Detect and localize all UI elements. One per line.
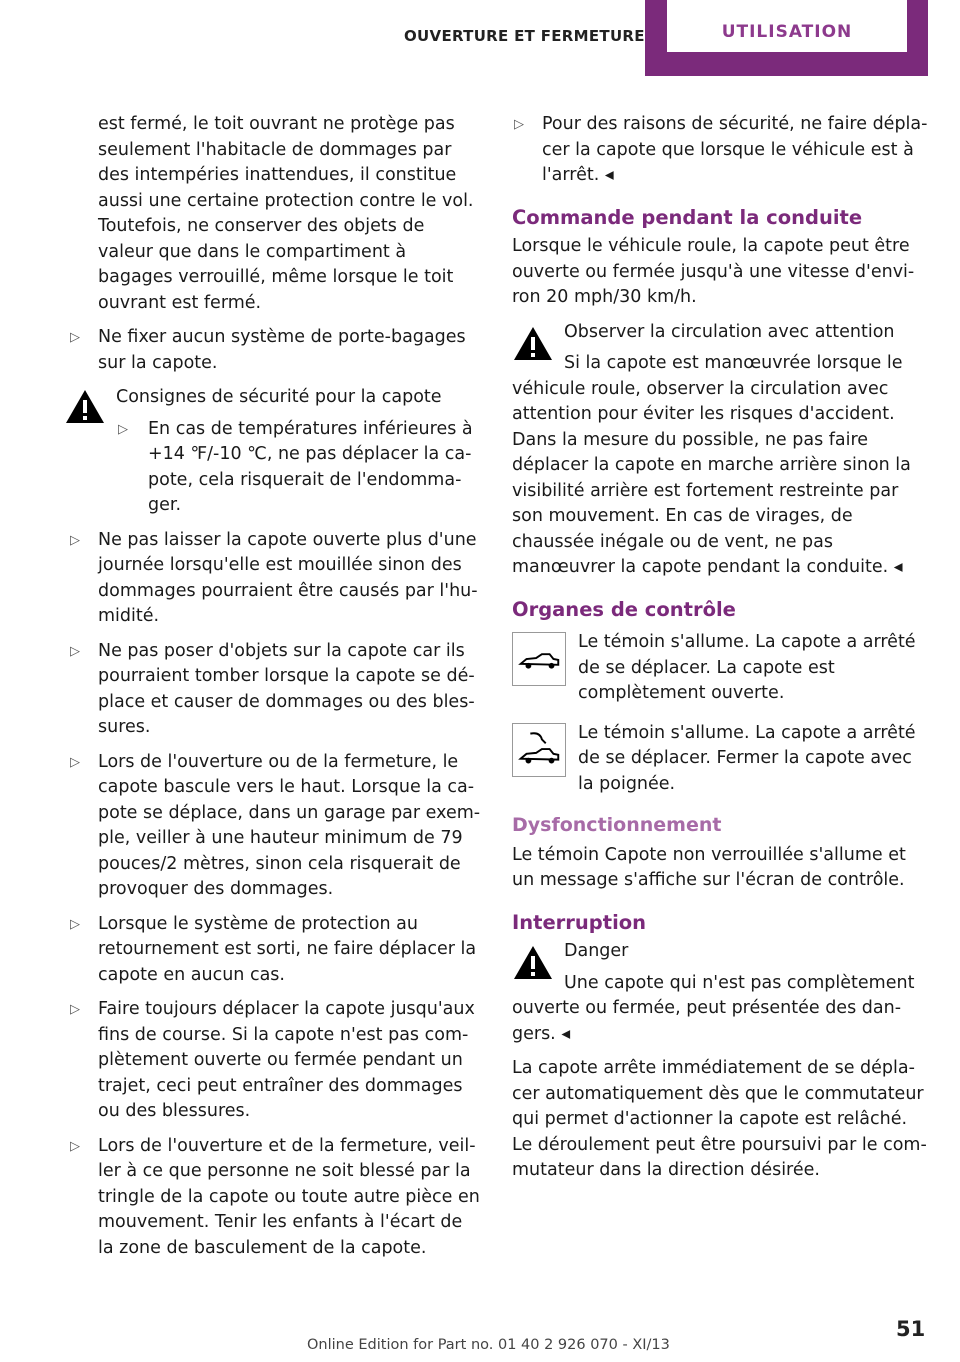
list-item: ▷ En cas de températures inférieures à +14 ℉/-10 ℃, ne pas déplacer la capote, cela risquerait de l'endommager.: [118, 418, 473, 515]
page-number: 51: [896, 1317, 926, 1341]
warning-triangle-icon: [64, 387, 106, 425]
indicator-open: [512, 630, 928, 707]
list-item: ▷ Ne fixer aucun système de porte-bagages sur la capote.: [70, 327, 466, 373]
warning-triangle-icon: [512, 324, 554, 362]
convertible-open-icon: [512, 632, 566, 686]
triangle-right-icon: ▷: [70, 754, 80, 770]
malfunction-paragraph: Le témoin Capote non verrouillée s'allume et un message s'affiche sur l'écran de contrôle.: [512, 844, 906, 890]
indicator-open-text: Le témoin s'allume. La capote a arrêté de se déplacer. La capote est complètement ouverte.: [578, 632, 916, 703]
list-item: ▷ Ne pas poser d'objets sur la capote car ils pourraient tomber lorsque la capote se déplace et causer de dommages ou des blessures.: [70, 640, 475, 737]
warning-text: Si la capote est manœuvrée lorsque le véhicule roule, observer la circulation avec attention pour éviter les risques d'accident. Dans la mesure du possible, ne pas faire déplacer la capote en marche arrière sinon la visibilité arrière est fortement restreinte par son mouvement. En cas de virages, de chaussée inégale ou de vent, ne pas manœuvrer la capote pendant la conduite. ◂: [512, 353, 911, 577]
danger-text: Une capote qui n'est pas complètement ouverte ou fermée, peut présentée des dangers. ◂: [512, 972, 915, 1044]
chapter-tab: [645, 0, 928, 76]
triangle-right-icon: ▷: [70, 532, 80, 548]
interruption-paragraph: La capote arrête immédiatement de se déplacer automatiquement dès que le commutateur qui permet d'actionner la capote est relâché. Le déroulement peut être poursuivi par le commutateur dans la direction désirée.: [512, 1058, 927, 1180]
triangle-right-icon: ▷: [70, 1002, 80, 1017]
heading-driving: Commande pendant la conduite: [512, 205, 863, 229]
triangle-right-icon: ▷: [514, 117, 524, 132]
triangle-right-icon: ▷: [70, 1138, 80, 1154]
triangle-right-icon: ▷: [70, 916, 80, 932]
edition-footer: Online Edition for Part no. 01 40 2 926 070 - XI/13: [307, 1337, 670, 1353]
safety-warning: [68, 385, 481, 519]
indicator-close: [512, 721, 928, 798]
left-column: [68, 112, 481, 1270]
heading-interruption: Interruption: [512, 910, 647, 934]
indicator-close-text: Le témoin s'allume. La capote a arrêté de se déplacer. Fermer la capote avec la poignée.: [578, 722, 916, 794]
triangle-right-icon: ▷: [118, 421, 128, 437]
heading-malfunction: Dysfonctionnement: [512, 814, 722, 836]
traffic-warning: [512, 320, 928, 581]
triangle-right-icon: ▷: [70, 643, 80, 659]
list-item: ▷ Ne pas laisser la capote ouverte plus d'une journée lorsqu'elle est mouillée sinon des dommages pourraient être causés par l'humidité.: [70, 529, 478, 626]
list-item: ▷ Faire toujours déplacer la capote jusqu'aux fins de course. Si la capote n'est pas complètement ouverte ou fermée pendant un trajet, ceci peut entraîner des dommages ou des blessures.: [70, 999, 475, 1121]
danger-warning: [512, 939, 928, 1047]
list-item: ▷ Lorsque le système de protection au retournement est sorti, ne faire déplacer la capote en aucun cas.: [70, 913, 477, 985]
convertible-handle-icon: [512, 723, 566, 777]
list-item: ▷ Lors de l'ouverture ou de la fermeture, le capote bascule vers le haut. Lorsque la capote se déplace, dans un garage par exemple, veiller à une hauteur minimum de 79 pouces/2 mètres, sinon cela risquerait de provoquer des dommages.: [70, 751, 481, 899]
right-column: [512, 112, 928, 1193]
list-item: ▷ Lors de l'ouverture et de la fermeture, veiller à ce que personne ne soit blessé par la tringle de la capote ou toute autre pièce en mouvement. Tenir les enfants à l'écart de la zone de basculement de la capote.: [70, 1135, 480, 1258]
chapter-tab-label: UTILISATION: [721, 22, 853, 42]
warning-title: Observer la circulation avec attention: [564, 321, 895, 342]
intro-paragraph: est fermé, le toit ouvrant ne protège pas seulement l'habitacle de dommages par des intempéries inattendues, il constitue aussi une certaine protection contre le vol. Toutefois, ne conserver des objets de valeur que dans le compartiment à bagages verrouillé, même lorsque le toit ouvrant est fermé.: [98, 114, 474, 313]
warning-title: Consignes de sécurité pour la capote: [116, 387, 442, 407]
driving-paragraph: Lorsque le véhicule roule, la capote peut être ouverte ou fermée jusqu'à une vitesse d'environ 20 mph/30 km/h.: [512, 236, 915, 307]
list-item: ▷ Pour des raisons de sécurité, ne faire déplacer la capote que lorsque le véhicule est à l'arrêt. ◂: [514, 114, 928, 185]
danger-title: Danger: [564, 941, 629, 961]
heading-controls: Organes de contrôle: [512, 597, 736, 621]
section-title: OUVERTURE ET FERMETURE: [404, 27, 645, 45]
triangle-right-icon: ▷: [70, 330, 80, 345]
warning-triangle-icon: [512, 943, 554, 981]
